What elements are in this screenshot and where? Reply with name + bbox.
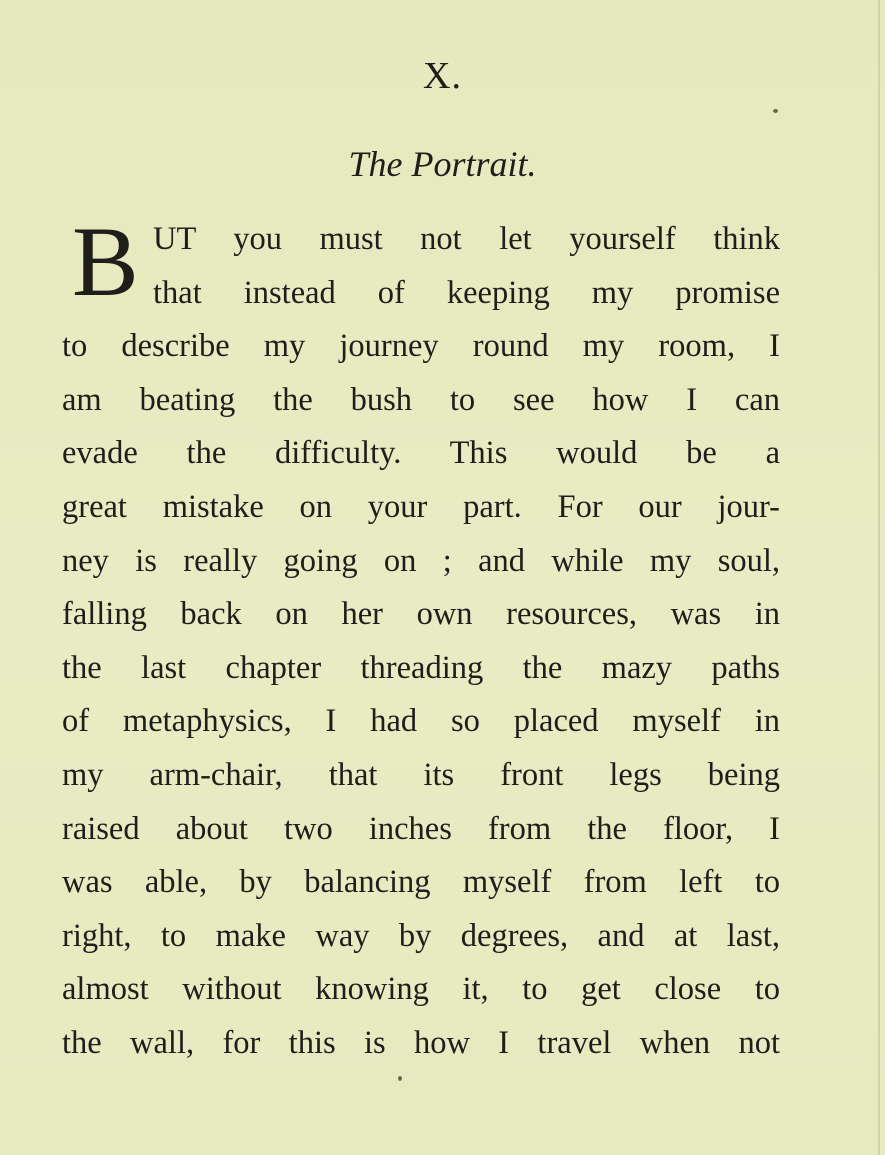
text-line: the wall, for this is how I travel when not [62, 1024, 780, 1061]
chapter-number: X. [423, 55, 462, 97]
text-line: almost without knowing it, to get close to [62, 971, 780, 1008]
text-line: raised about two inches from the floor, I [62, 810, 780, 847]
text-line: evade the difficulty. This would be a [62, 435, 780, 472]
text-line: am beating the bush to see how I can [62, 381, 780, 418]
print-speck [398, 1076, 402, 1081]
text-line: that instead of keeping my promise [153, 274, 780, 311]
text-line: ney is really going on ; and while my soul, [62, 542, 780, 579]
chapter-title: The Portrait. [348, 144, 537, 184]
text-line: to describe my journey round my room, I [62, 328, 780, 365]
text-line: UT you must not let yourself think [153, 221, 780, 257]
body-text [62, 206, 780, 1071]
text-line: great mistake on your part. For our jour- [62, 488, 780, 525]
text-line: right, to make way by degrees, and at last, [62, 917, 780, 954]
text-line: the last chapter threading the mazy paths [62, 649, 780, 686]
print-speck [773, 109, 778, 113]
text-line: was able, by balancing myself from left to [62, 864, 780, 901]
text-line: my arm-chair, that its front legs being [62, 756, 780, 793]
drop-cap: B [72, 206, 139, 317]
text-line: falling back on her own resources, was in [62, 596, 780, 633]
text-line: of metaphysics, I had so placed myself in [62, 703, 780, 740]
